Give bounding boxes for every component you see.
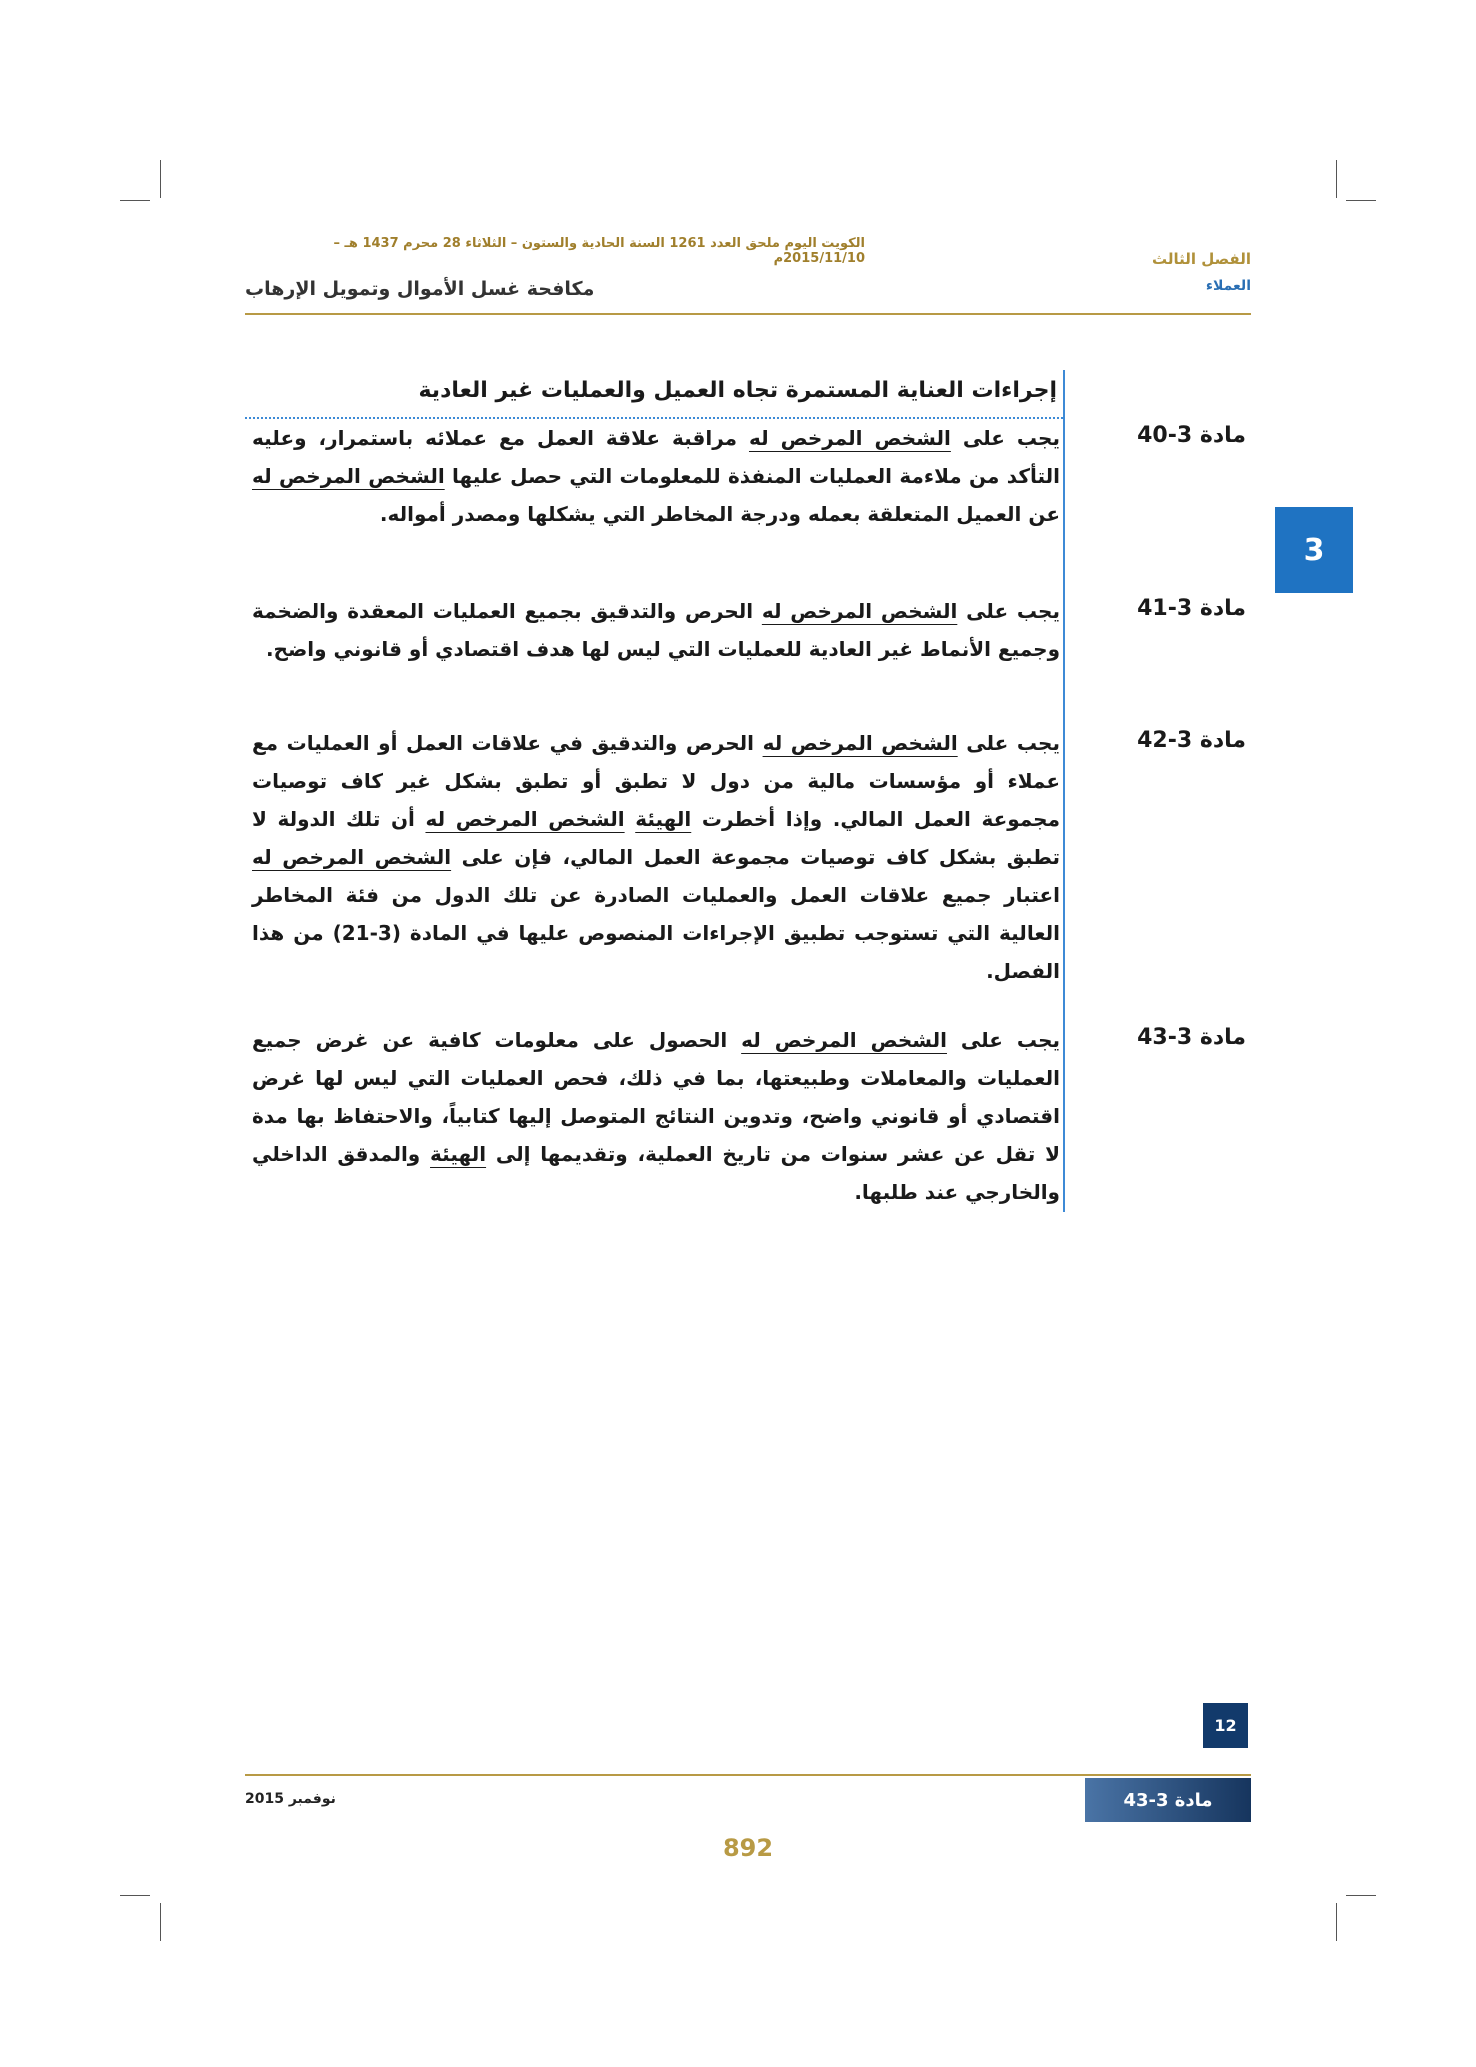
section-heading: إجراءات العناية المستمرة تجاه العميل والعمليات غير العادية xyxy=(418,378,1057,403)
crop-mark xyxy=(120,200,150,201)
document-title: مكافحة غسل الأموال وتمويل الإرهاب xyxy=(245,278,595,300)
defined-term: الهيئة xyxy=(430,1142,487,1166)
defined-term: الشخص المرخص له xyxy=(761,599,958,623)
article-text: يجب على الشخص المرخص له مراقبة علاقة العمل مع عملائه باستمرار، وعليه التأكد من ملاءمة العمليات المنفذة للمعلومات التي حصل عليها الشخص المرخص له عن العميل المتعلقة بعمله ودرجة المخاطر التي يشكلها ومصدر أمواله. xyxy=(252,426,1060,526)
defined-term: الشخص المرخص له xyxy=(762,731,958,755)
defined-term: الشخص المرخص له xyxy=(748,426,951,450)
crop-mark xyxy=(1336,1903,1337,1941)
crop-mark xyxy=(120,1895,150,1896)
chapter-label: الفصل الثالث xyxy=(1151,250,1251,268)
article-label: مادة 3-40 xyxy=(1137,423,1246,448)
header-divider xyxy=(245,313,1251,315)
crop-mark xyxy=(160,1903,161,1941)
crop-mark xyxy=(1346,200,1376,201)
chapter-side-tab: 3 xyxy=(1275,507,1353,593)
section-label: العملاء xyxy=(1205,278,1251,294)
crop-mark xyxy=(1336,160,1337,198)
chapter-page-box: 12 xyxy=(1203,1703,1248,1748)
article-label: مادة 3-42 xyxy=(1137,728,1246,753)
crop-mark xyxy=(160,160,161,198)
footer-article-tab: مادة 3-43 xyxy=(1085,1778,1251,1822)
footer-divider xyxy=(245,1774,1251,1776)
defined-term: الشخص المرخص له xyxy=(741,1028,947,1052)
article-text: يجب على الشخص المرخص له الحرص والتدقيق في علاقات العمل أو العمليات مع عملاء أو مؤسسات مالية من دول لا تطبق أو تطبق بشكل غير كاف توصيات مجموعة العمل المالي. وإذا أخطرت الهيئة الشخص المرخص له أن تلك الدولة لا تطبق بشكل كاف توصيات مجموعة العمل المالي، فإن على الشخص المرخص له اعتبار جميع علاقات العمل والعمليات الصادرة عن تلك الدول من فئة المخاطر العالية التي تستوجب تطبيق الإجراءات المنصوص عليها في المادة (3-21) من هذا الفصل. xyxy=(252,731,1060,983)
footer-date: نوفمبر 2015 xyxy=(245,1791,336,1807)
defined-term: الهيئة xyxy=(635,807,692,831)
defined-term: الشخص المرخص له xyxy=(425,807,625,831)
article-label: مادة 3-43 xyxy=(1137,1025,1246,1050)
content-divider xyxy=(1063,370,1065,1212)
article-label: مادة 3-41 xyxy=(1137,596,1246,621)
article-text: يجب على الشخص المرخص له الحصول على معلومات كافية عن غرض جميع العمليات والمعاملات وطبيعتها، بما في ذلك، فحص العمليات التي ليس لها غرض اقتصادي أو قانوني واضح، وتدوين النتائج المتوصل إليها كتابياً، والاحتفاظ بها مدة لا تقل عن عشر سنوات من تاريخ العملية، وتقديمها إلى الهيئة والمدقق الداخلي والخارجي عند طلبها. xyxy=(252,1028,1060,1204)
article-text: يجب على الشخص المرخص له الحرص والتدقيق بجميع العمليات المعقدة والضخمة وجميع الأنماط غير العادية للعمليات التي ليس لها هدف اقتصادي أو قانوني واضح. xyxy=(252,599,1060,661)
page-number: 892 xyxy=(722,1834,774,1862)
crop-mark xyxy=(1346,1895,1376,1896)
defined-term: الشخص المرخص له xyxy=(252,464,445,488)
journal-line: الكويت اليوم ملحق العدد 1261 السنة الحادية والستون – الثلاثاء 28 محرم 1437 هـ – 2015/11/10م xyxy=(333,236,865,266)
defined-term: الشخص المرخص له xyxy=(252,845,452,869)
